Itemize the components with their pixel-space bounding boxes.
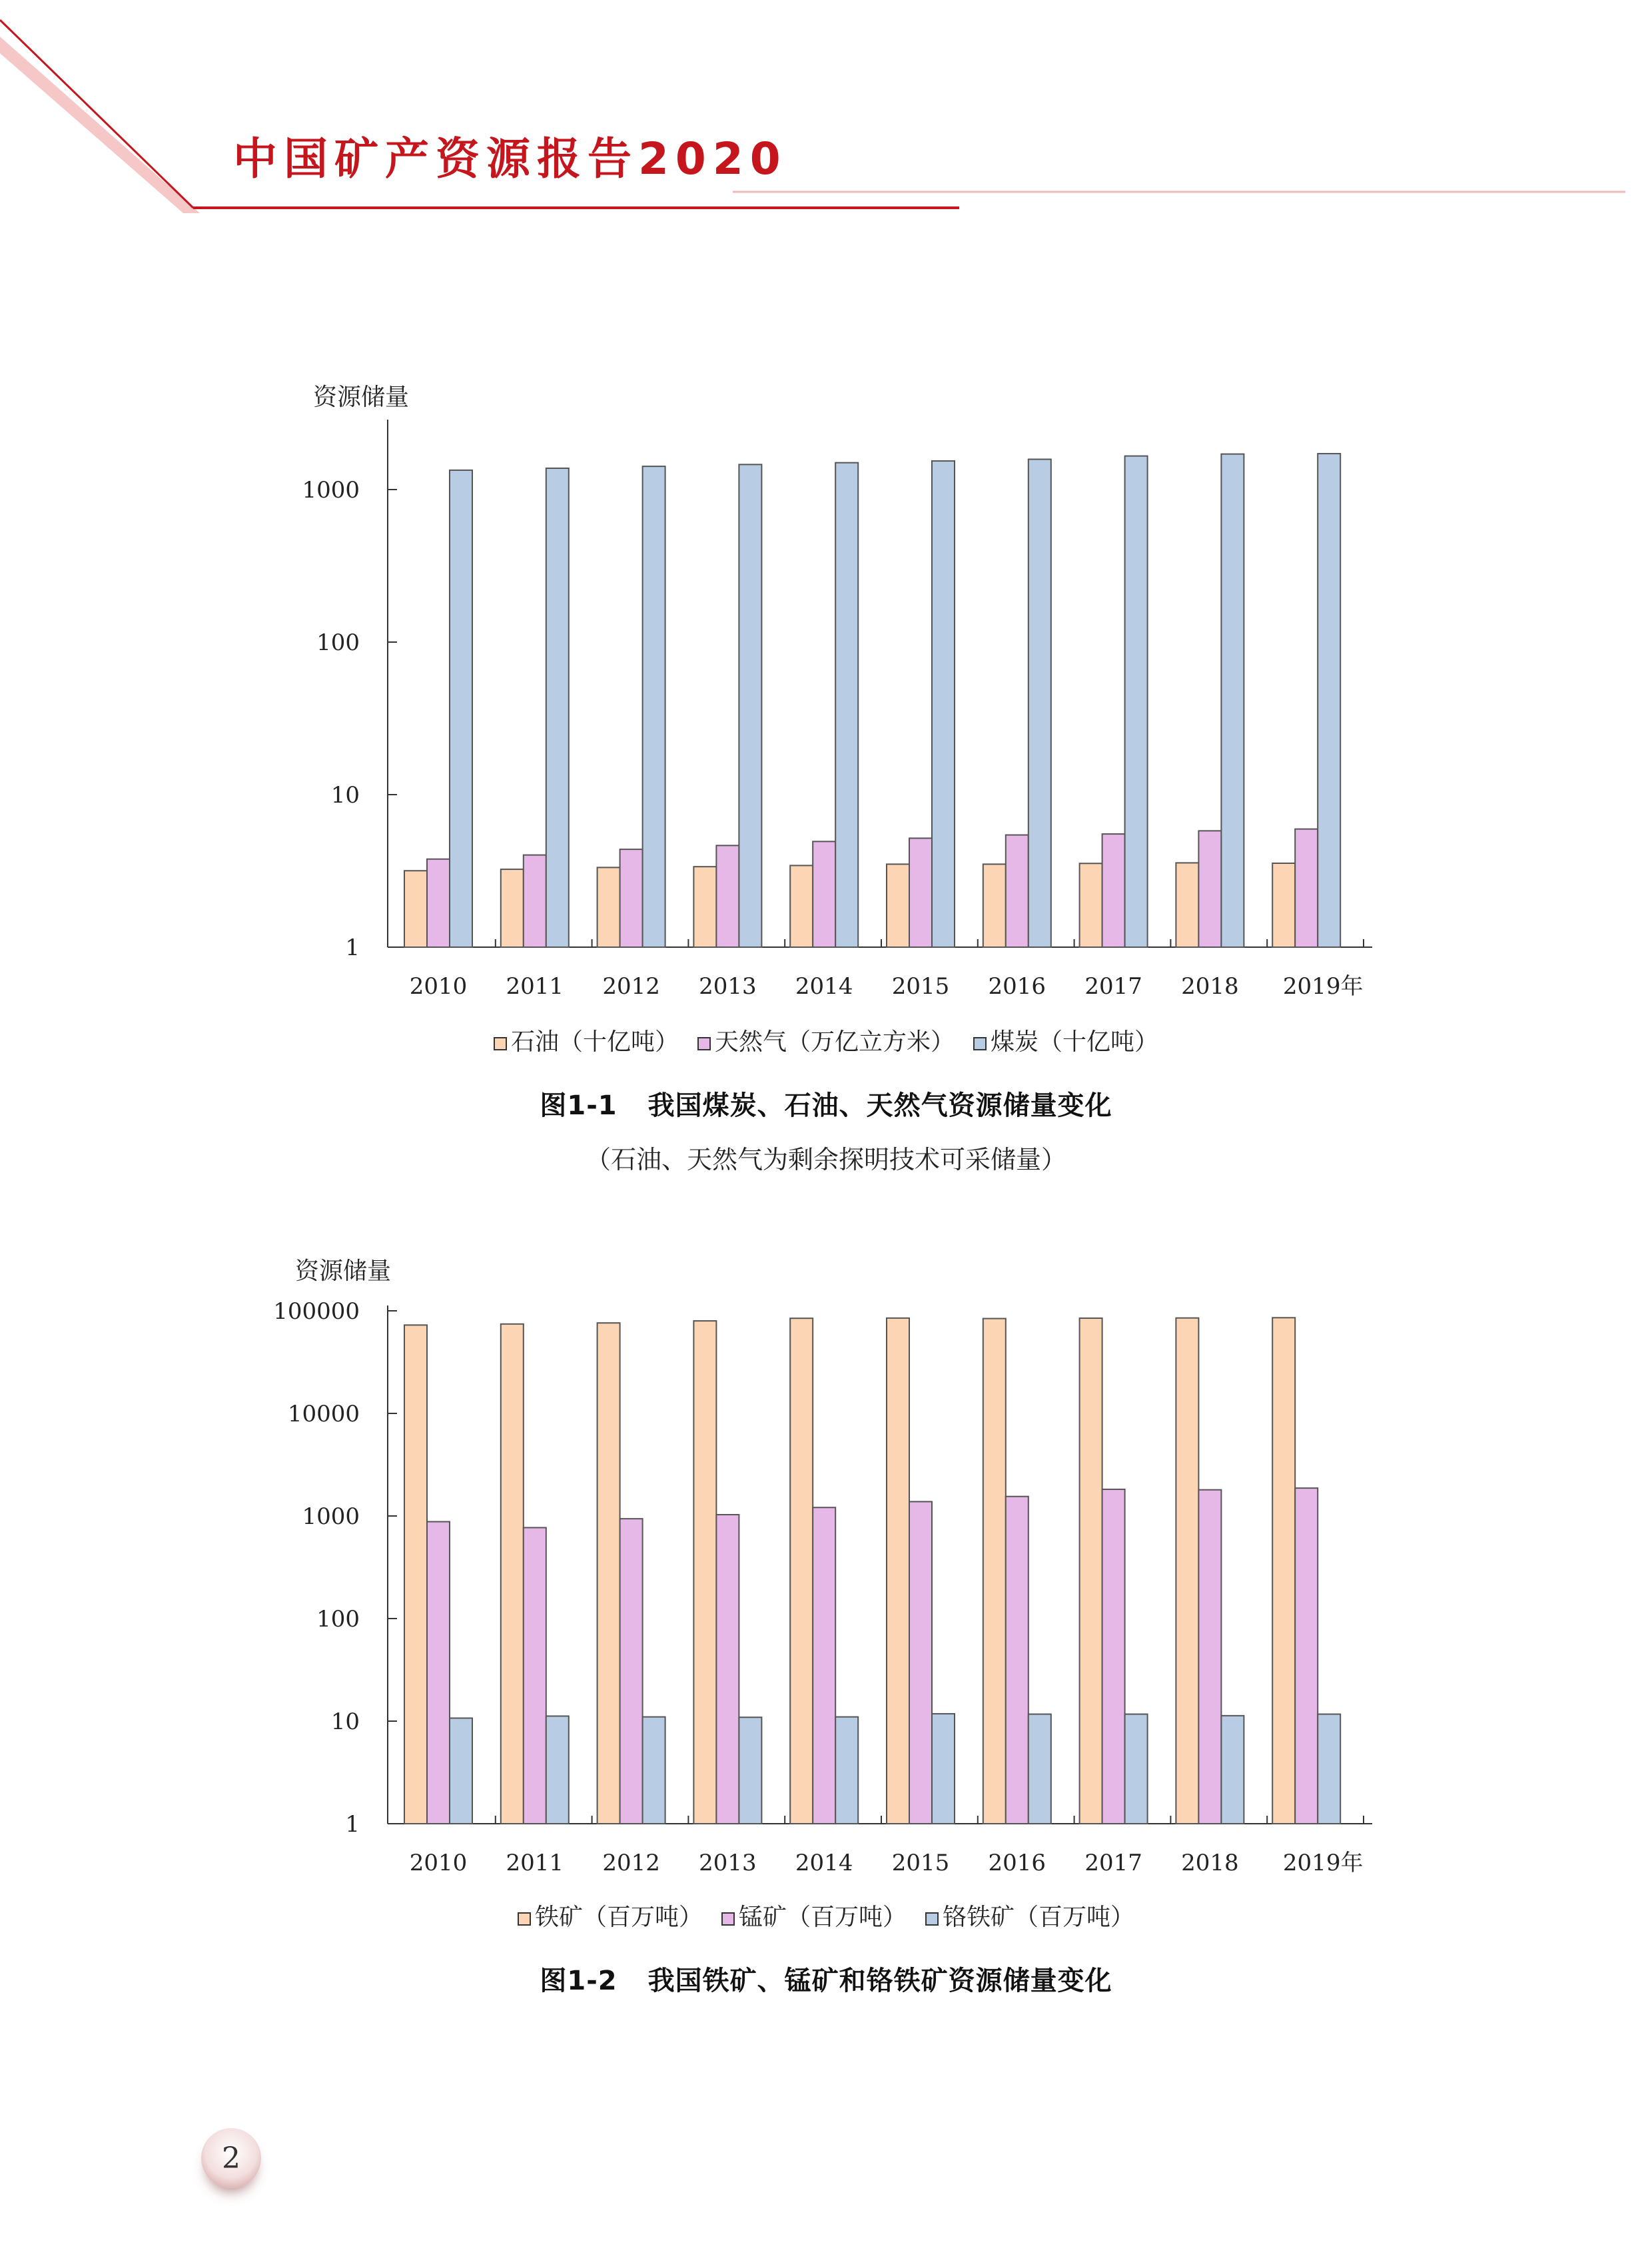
bar-铁矿百万吨-2019年 — [1272, 1317, 1295, 1824]
legend-label: 煤炭（十亿吨） — [991, 1028, 1159, 1056]
bar-铬铁矿百万吨-2019年 — [1318, 1714, 1340, 1824]
bar-铬铁矿百万吨-2015 — [932, 1714, 955, 1824]
figure-1-subcaption: （石油、天然气为剩余探明技术可采储量） — [585, 1145, 1066, 1174]
legend-label: 锰矿（百万吨） — [738, 1904, 907, 1931]
bar-锰矿百万吨-2012 — [620, 1519, 643, 1824]
bar-铬铁矿百万吨-2017 — [1125, 1714, 1148, 1824]
bar-铬铁矿百万吨-2016 — [1029, 1714, 1051, 1824]
legend-label: 天然气（万亿立方米） — [714, 1028, 955, 1056]
x-tick-label: 2010 — [409, 1850, 468, 1876]
bar-锰矿百万吨-2018 — [1198, 1490, 1221, 1824]
legend-item — [925, 1898, 1134, 1932]
y-tick-label: 100 — [316, 629, 360, 656]
y-axis-label: 资源储量 — [295, 1258, 392, 1285]
bar-铬铁矿百万吨-2018 — [1221, 1716, 1244, 1824]
chart-2-legend — [0, 1898, 1652, 1932]
legend-label: 石油（十亿吨） — [510, 1028, 679, 1056]
x-tick-label: 2018 — [1181, 1850, 1239, 1876]
bar-锰矿百万吨-2015 — [909, 1501, 932, 1824]
x-tick-label: 2016 — [988, 973, 1046, 1000]
y-tick-label: 10 — [330, 1708, 360, 1735]
x-tick-label: 2019年 — [1282, 973, 1364, 1000]
bar-铬铁矿百万吨-2012 — [643, 1717, 665, 1824]
page-number: 2 — [201, 2128, 261, 2188]
y-tick-label: 10 — [330, 782, 360, 809]
x-tick-label: 2011 — [506, 973, 564, 1000]
bar-铁矿百万吨-2013 — [693, 1321, 716, 1824]
bar-铁矿百万吨-2018 — [1176, 1318, 1198, 1824]
y-tick-label: 10000 — [287, 1401, 360, 1427]
x-tick-label: 2015 — [891, 1850, 950, 1876]
bar-锰矿百万吨-2011 — [524, 1527, 546, 1824]
x-tick-label: 2014 — [795, 1850, 853, 1876]
x-tick-label: 2012 — [602, 973, 660, 1000]
x-tick-label: 2014 — [795, 973, 853, 1000]
legend-label: 铁矿（百万吨） — [534, 1904, 703, 1931]
figure-2-caption — [0, 1960, 1652, 1998]
x-tick-label: 2019年 — [1282, 1850, 1364, 1876]
bar-锰矿百万吨-2016 — [1006, 1497, 1029, 1824]
report-title: 中国矿产资源报告2020 — [233, 133, 787, 185]
legend-item — [518, 1898, 703, 1932]
bar-铬铁矿百万吨-2014 — [835, 1717, 858, 1824]
bar-铬铁矿百万吨-2010 — [450, 1718, 472, 1824]
bar-铁矿百万吨-2012 — [598, 1323, 620, 1824]
legend-label: 铬铁矿（百万吨） — [943, 1904, 1135, 1931]
x-tick-label: 2017 — [1084, 973, 1142, 1000]
x-tick-label: 2013 — [699, 973, 757, 1000]
bar-锰矿百万吨-2014 — [813, 1507, 835, 1824]
y-tick-label: 1000 — [302, 1503, 360, 1530]
bar-铁矿百万吨-2016 — [983, 1319, 1006, 1824]
bar-铁矿百万吨-2014 — [790, 1318, 813, 1824]
bar-锰矿百万吨-2013 — [716, 1515, 739, 1824]
y-tick-label: 1000 — [302, 477, 360, 504]
legend-swatch — [518, 1912, 531, 1926]
bar-铁矿百万吨-2010 — [404, 1325, 427, 1824]
bar-铁矿百万吨-2015 — [887, 1318, 909, 1824]
x-tick-label: 2016 — [988, 1850, 1046, 1876]
bar-铬铁矿百万吨-2011 — [546, 1716, 569, 1824]
figure-2-number: 图1-2 — [540, 1966, 618, 1996]
legend-swatch — [925, 1912, 939, 1926]
bar-锰矿百万吨-2017 — [1102, 1489, 1125, 1824]
bar-铁矿百万吨-2011 — [501, 1324, 524, 1824]
bar-锰矿百万吨-2010 — [427, 1522, 450, 1824]
figure-1-title: 我国煤炭、石油、天然气资源储量变化 — [647, 1090, 1112, 1121]
figure-2-title: 我国铁矿、锰矿和铬铁矿资源储量变化 — [647, 1966, 1112, 1996]
x-tick-label: 2010 — [409, 973, 468, 1000]
x-tick-label: 2012 — [602, 1850, 660, 1876]
y-tick-label: 1 — [345, 1811, 360, 1838]
bar-铁矿百万吨-2017 — [1080, 1318, 1102, 1824]
x-tick-label: 2018 — [1181, 973, 1239, 1000]
x-tick-label: 2015 — [891, 973, 950, 1000]
legend-swatch — [721, 1912, 735, 1926]
bar-铬铁矿百万吨-2013 — [739, 1717, 761, 1824]
x-tick-label: 2017 — [1084, 1850, 1142, 1876]
bar-锰矿百万吨-2019年 — [1295, 1488, 1318, 1824]
y-tick-label: 100000 — [273, 1298, 360, 1325]
legend-item — [721, 1898, 907, 1932]
x-tick-label: 2013 — [699, 1850, 757, 1876]
y-tick-label: 100 — [316, 1606, 360, 1633]
y-tick-label: 1 — [345, 934, 360, 961]
y-axis-label: 资源储量 — [313, 384, 410, 411]
figure-1-number: 图1-1 — [540, 1090, 618, 1121]
x-tick-label: 2011 — [506, 1850, 564, 1876]
